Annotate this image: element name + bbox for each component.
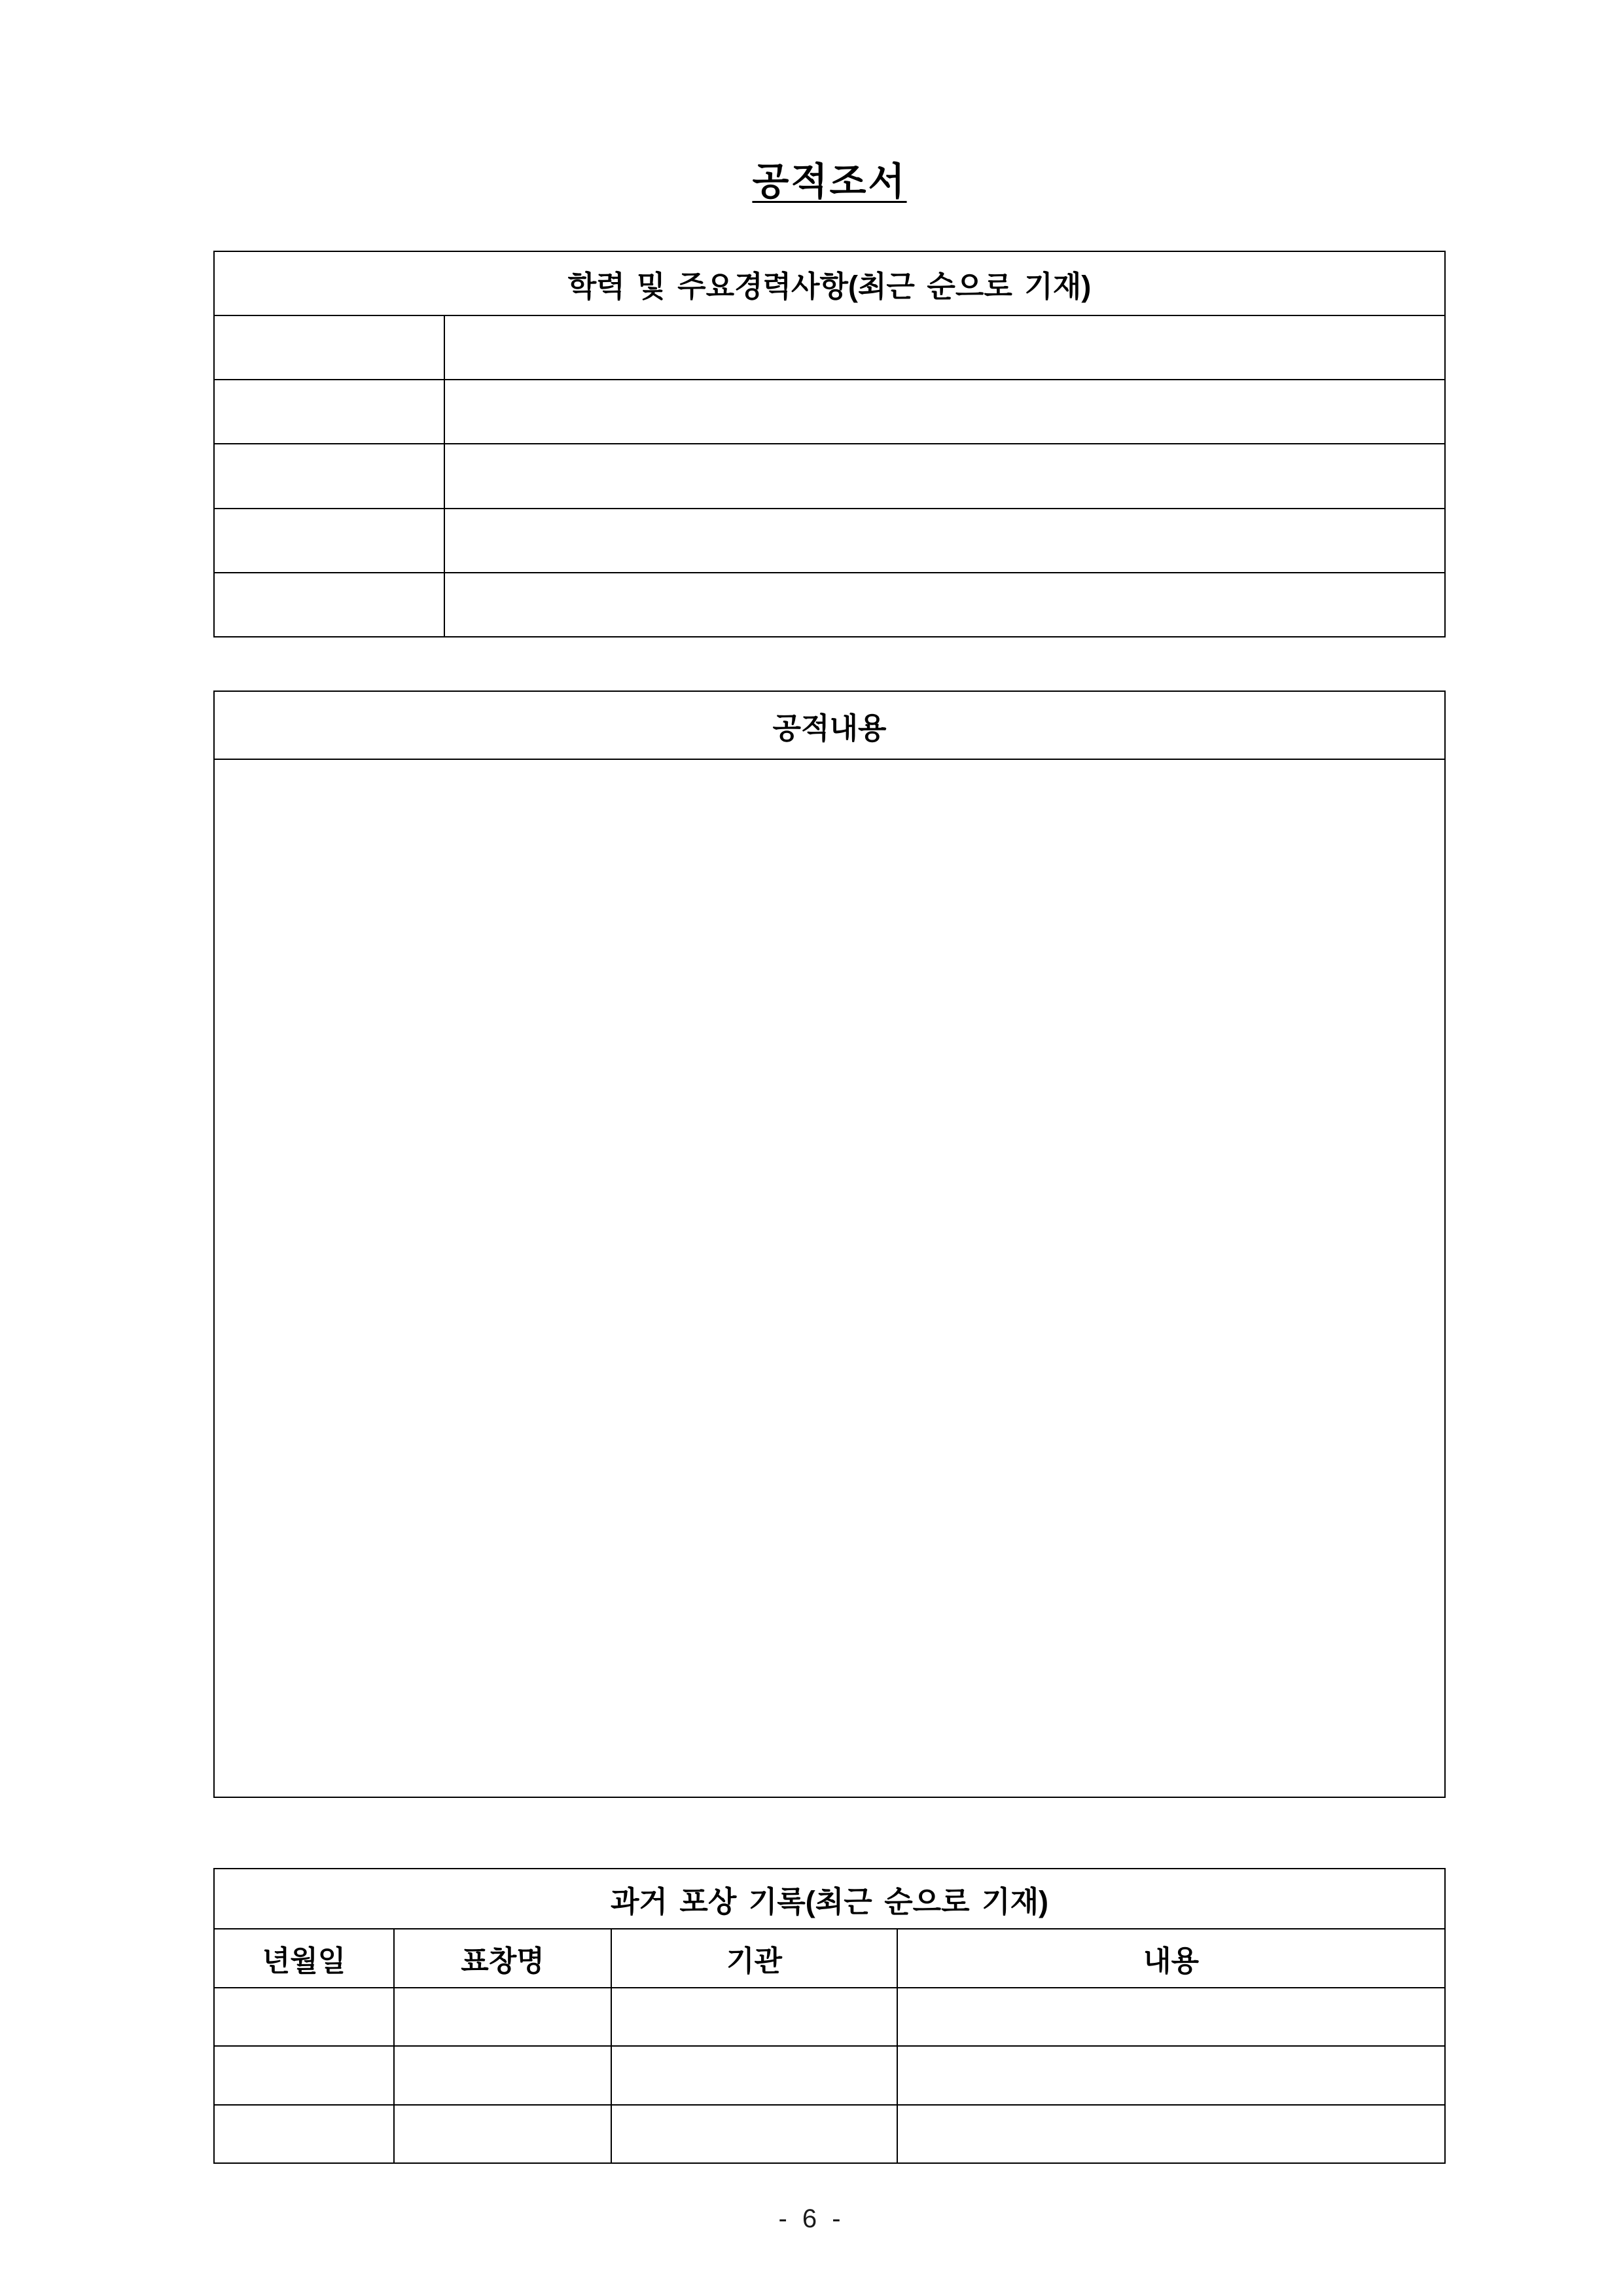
table-row [215,316,1444,380]
table-row [215,1988,1444,2047]
description-column-header: 내용 [1143,1945,1199,1977]
description-cell [445,316,1444,379]
description-cell [445,573,1444,636]
table-row [215,2047,1444,2105]
award-name-column-header: 표창명 [395,1929,612,1987]
description-cell [898,2106,1444,2162]
merit-content-body [215,760,1444,1797]
organization-cell [612,2047,898,2104]
table-row [215,2106,1444,2162]
merit-content-table [213,691,1446,1798]
award-name-cell [395,2047,612,2104]
table-row [215,380,1444,444]
organization-cell [612,1988,898,2045]
table-row [215,573,1444,636]
organization-cell [612,2106,898,2162]
organization-column-header: 기관 [612,1929,898,1987]
description-cell [445,509,1444,572]
past-awards-table-title: 과거 포상 기록(최근 순으로 기재) [215,1869,1444,1929]
description-cell [445,380,1444,443]
table-row [215,444,1444,509]
period-cell [215,380,445,443]
merit-content-table-title: 공적내용 [215,692,1444,760]
document-title [213,151,1446,206]
period-cell [215,444,445,507]
document-title-text: 공적조서 [752,160,907,203]
description-cell [445,444,1444,507]
description-cell [898,1988,1444,2045]
date-column-header: 년월일 [215,1929,395,1987]
past-awards-table [213,1868,1446,2164]
period-cell [215,316,445,379]
education-career-table-title: 학력 및 주요경력사항(최근 순으로 기재) [215,252,1444,316]
date-cell [215,1988,395,2045]
date-cell [215,2106,395,2162]
page-number: - 6 - [778,2204,845,2233]
date-cell [215,2047,395,2104]
period-cell [215,573,445,636]
table-row [215,509,1444,573]
awards-header-row [215,1929,1444,1988]
period-cell [215,509,445,572]
education-career-table [213,251,1446,637]
description-cell [898,2047,1444,2104]
award-name-cell [395,1988,612,2045]
award-name-cell [395,2106,612,2162]
